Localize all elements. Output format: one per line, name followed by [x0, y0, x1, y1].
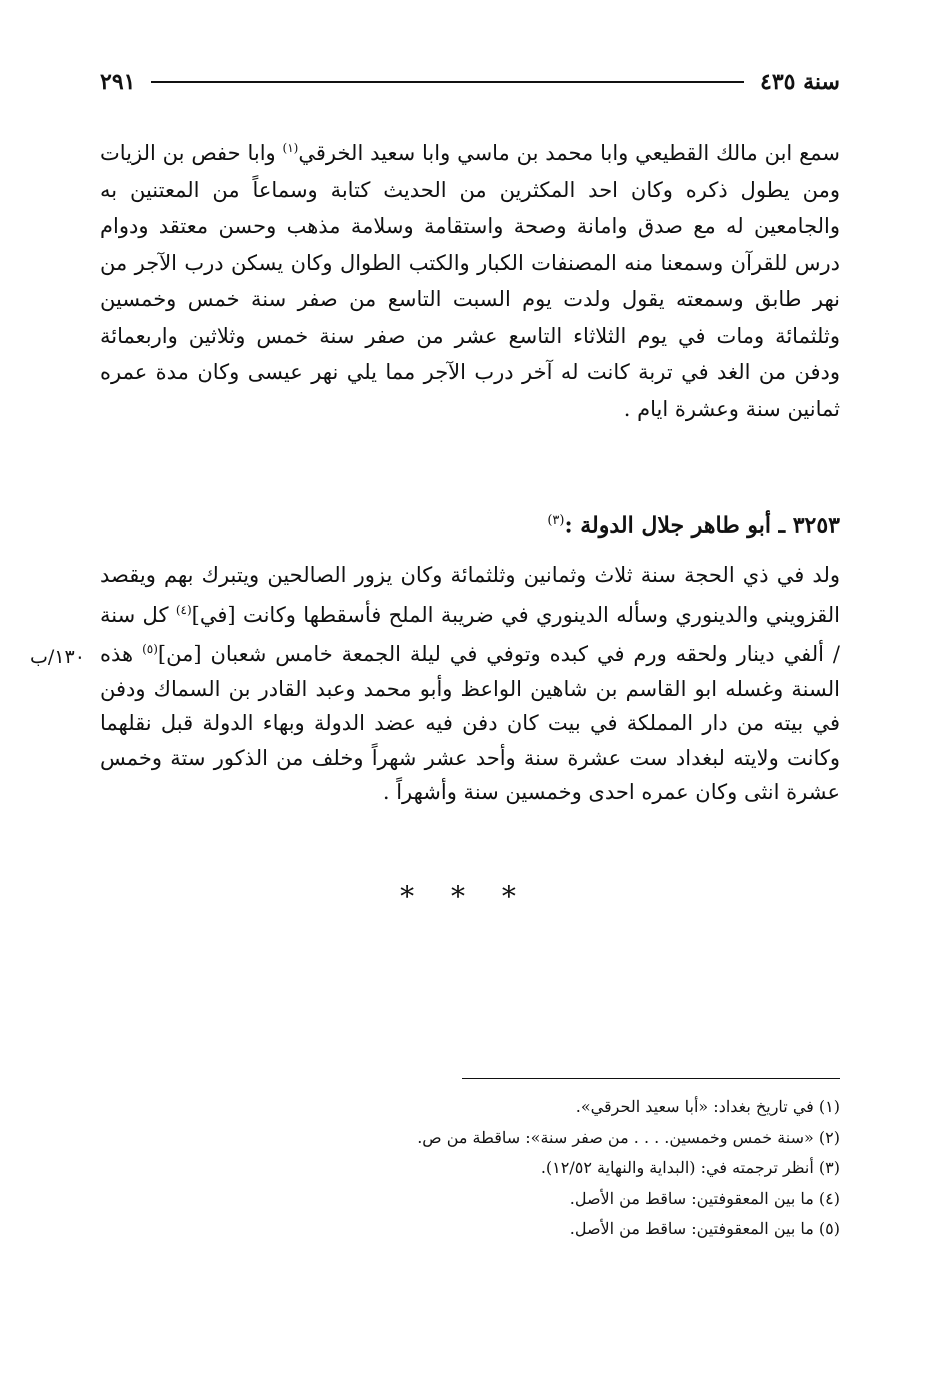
section-separator: * * * [400, 880, 530, 913]
footnote-2: (٢) «سنة خمس وخمسين. . . . من صفر سنة»: ساقطة من ص. [417, 1127, 840, 1147]
running-title: سنة ٤٣٥ [760, 69, 840, 95]
footnote-ref: (١) [282, 141, 299, 155]
entry-text: كل سنة / ألفي دينار ولحقه ورم في كبده وتوفي في ليلة الجمعة خامس شعبان [من] [100, 602, 840, 666]
footnote-ref: (٤) [175, 602, 192, 617]
entry-text: ولد في ذي الحجة سنة ثلاث وثمانين وثلثمائة وكان يزور الصالحين ويتبرك بهم ويقصد القزويني والدينوري وسأله الدينوري في ضريبة الملح فأسقطها وكانت [في] [100, 563, 840, 627]
footnote-5: (٥) ما بين المعقوفتين: ساقط من الأصل. [569, 1219, 840, 1238]
entry-heading: ٣٢٥٣ ـ أبو طاهر جلال الدولة : [564, 512, 840, 539]
entry-text: هذه السنة وغسله ابو القاسم بن شاهين الواعظ وأبو محمد وعبد القادر بن السماك ودفن في بيته من دار المملكة في بيت كان دفن فيه عضد الدولة وبهاء الدولة قبل نقلهما وكانت ولايته لبغداد ست عشرة سنة وأحد عشر شهراً وخلف من الذكور ستة وخمس عشرة انثى وكان عمره احدى وخمسين سنة وأشهراً . [100, 642, 840, 804]
entry-paragraph [100, 130, 840, 427]
header-rule [151, 81, 744, 83]
manuscript-folio-note: ١٣٠/ب [30, 646, 85, 668]
footnotes [300, 1092, 840, 1245]
page-number: ٢٩١ [100, 69, 136, 95]
footnote-ref: (٥) [142, 642, 158, 656]
entry-text: سمع ابن مالك القطيعي وابا محمد بن ماسي وابا سعيد الخرقي [298, 141, 840, 165]
page-header [100, 64, 840, 100]
entry-text: وابا حفص بن الزيات ومن يطول ذكره وكان احد المكثرين من الحديث كتابة وسماعاً من المعتنين به والجامعين له مع صدق وامانة وصحة واستقامة وسلامة مذهب وحسن معتقد ودوام درس للقرآن وسمعنا منه المصنفات الكبار والكتب الطوال وكان يسكن درب الآجر من نهر طابق وسمعته يقول ولدت يوم السبت التاسع من صفر سنة خمس وخمسين وثلثمائة ومات في يوم الثلاثاء التاسع عشر من صفر سنة خمس وثلاثين واربعمائة ودفن من الغد في تربة كانت له آخر درب الآجر مما يلي نهر عيسى وكان مدة عمره ثمانين سنة وعشرة ايام . [100, 141, 840, 421]
entry-paragraph [100, 558, 840, 810]
entry-body [100, 558, 840, 810]
entry-continuation [100, 130, 840, 427]
footnote-3: (٣) أنظر ترجمته في: (البداية والنهاية ١٢/٥٢). [540, 1158, 840, 1177]
footnote-rule [462, 1078, 840, 1079]
footnote-4: (٤) ما بين المعقوفتين: ساقط من الأصل. [569, 1188, 840, 1208]
footnote-ref: (٣) [547, 513, 565, 528]
footnote-1: (١) في تاريخ بغداد: «أبا سعيد الحرقي». [575, 1097, 840, 1116]
entry-title [100, 503, 840, 543]
